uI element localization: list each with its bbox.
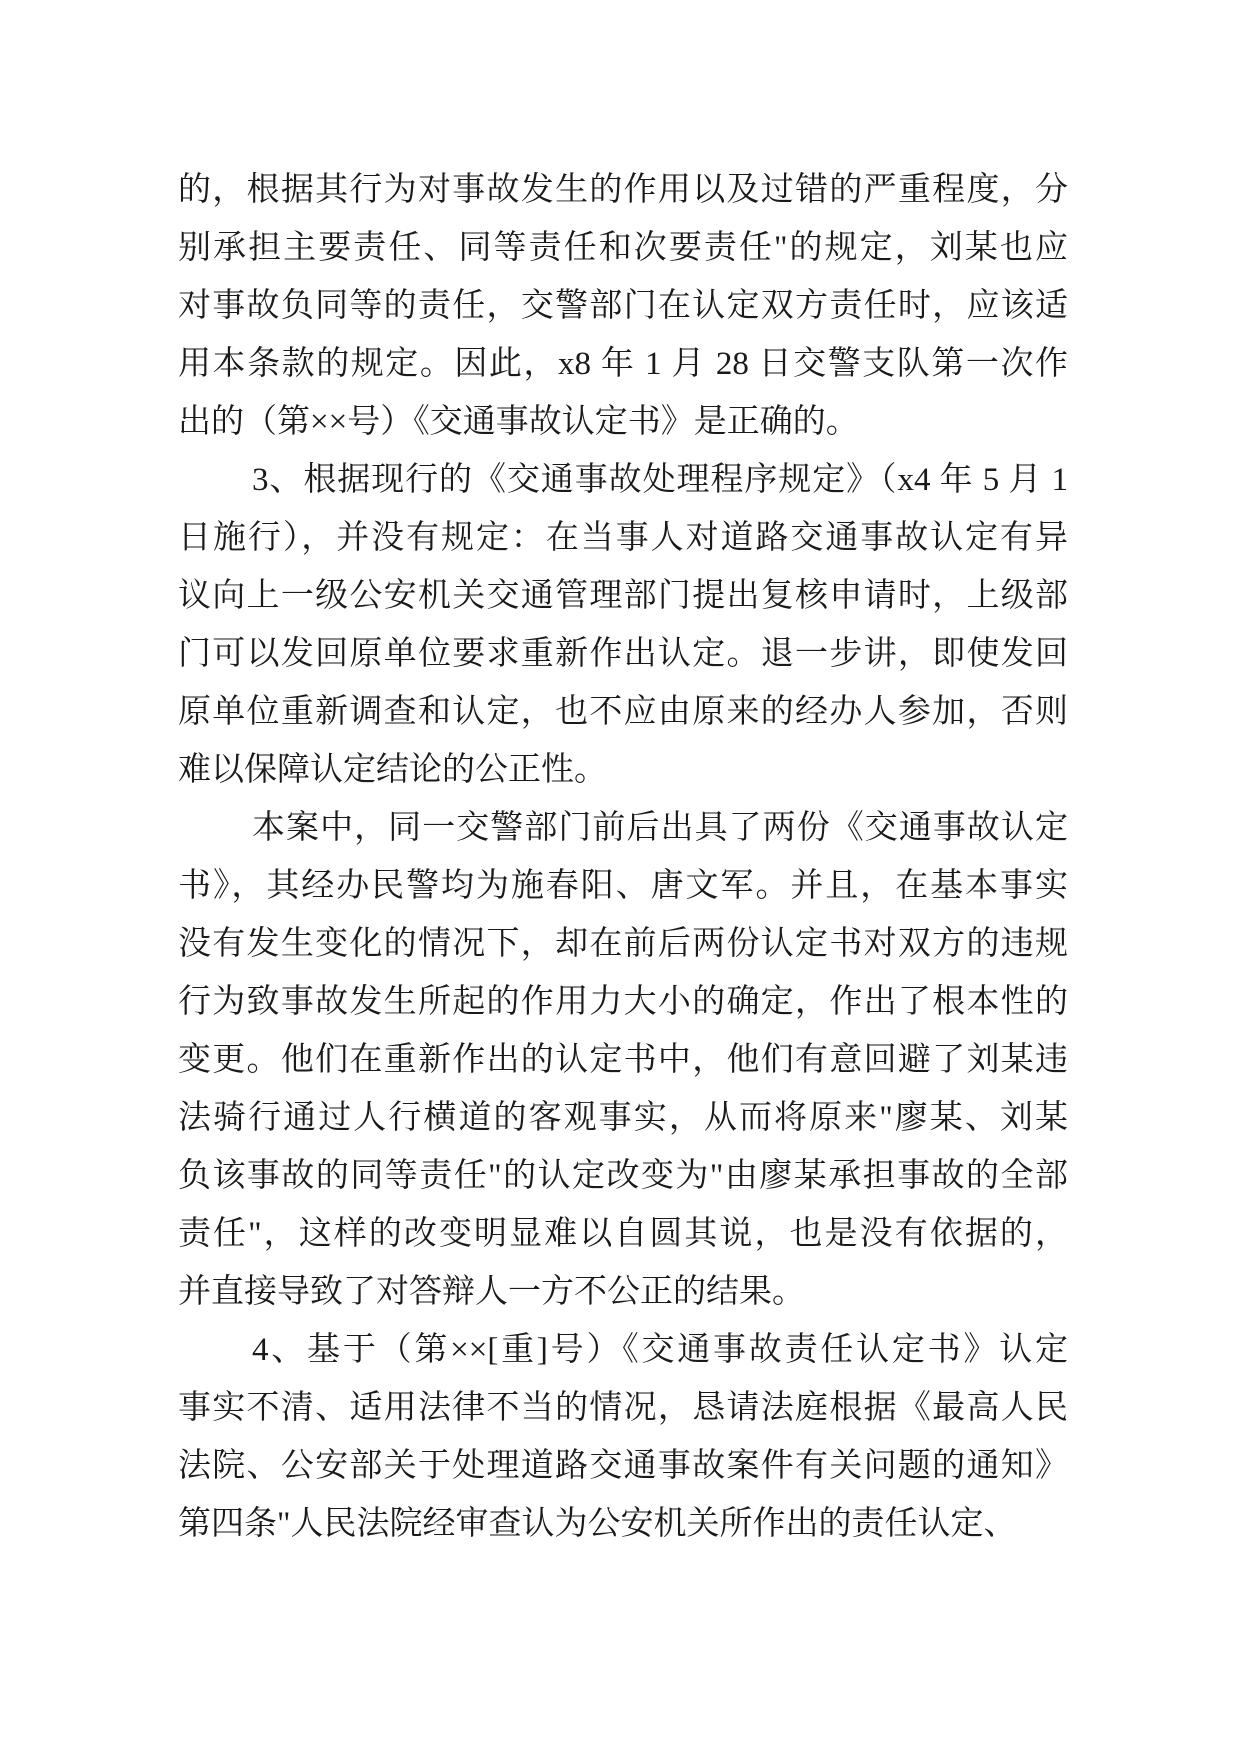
text-line: 议向上一级公安机关交通管理部门提出复核申请时，上级部: [178, 578, 1068, 614]
text-line: 出的（第××号）《交通事故认定书》是正确的。: [178, 404, 859, 440]
text-line: 原单位重新调查和认定，也不应由原来的经办人参加，否则: [178, 694, 1068, 730]
text-line: 事实不清、适用法律不当的情况，恳请法庭根据《最高人民: [178, 1390, 1068, 1426]
text-line: 门可以发回原单位要求重新作出认定。退一步讲，即使发回: [178, 636, 1068, 672]
text-line: 难以保障认定结论的公正性。: [178, 752, 607, 788]
paragraph: [178, 161, 1068, 451]
text-line: 3、根据现行的《交通事故处理程序规定》（x4 年 5 月 1: [252, 462, 1068, 498]
text-line: 没有发生变化的情况下，却在前后两份认定书对双方的违规: [178, 926, 1068, 962]
document-body: [178, 161, 1068, 1553]
text-line: 的，根据其行为对事故发生的作用以及过错的严重程度，分: [178, 172, 1068, 208]
text-line: 第四条"人民法院经审查认为公安机关所作出的责任认定、: [178, 1506, 1017, 1542]
paragraph: [178, 451, 1068, 799]
text-line: 行为致事故发生所起的作用力大小的确定，作出了根本性的: [178, 984, 1068, 1020]
paragraph: [178, 799, 1068, 1321]
text-line: 日施行），并没有规定：在当事人对道路交通事故认定有异: [178, 520, 1068, 556]
text-line: 并直接导致了对答辩人一方不公正的结果。: [178, 1274, 805, 1310]
text-line: 法院、公安部关于处理道路交通事故案件有关问题的通知》: [178, 1448, 1068, 1484]
text-line: 用本条款的规定。因此，x8 年 1 月 28 日交警支队第一次作: [178, 346, 1068, 382]
text-line: 责任"，这样的改变明显难以自圆其说，也是没有依据的，: [178, 1216, 1068, 1252]
text-line: 负该事故的同等责任"的认定改变为"由廖某承担事故的全部: [178, 1158, 1068, 1194]
text-line: 别承担主要责任、同等责任和次要责任"的规定，刘某也应: [178, 230, 1068, 266]
text-line: 4、基于（第××[重]号）《交通事故责任认定书》认定: [252, 1332, 1068, 1368]
text-line: 本案中，同一交警部门前后出具了两份《交通事故认定: [252, 810, 1068, 846]
text-line: 变更。他们在重新作出的认定书中，他们有意回避了刘某违: [178, 1042, 1068, 1078]
text-line: 法骑行通过人行横道的客观事实，从而将原来"廖某、刘某: [178, 1100, 1068, 1136]
paragraph: [178, 1321, 1068, 1553]
text-line: 对事故负同等的责任，交警部门在认定双方责任时，应该适: [178, 288, 1068, 324]
text-line: 书》，其经办民警均为施春阳、唐文军。并且，在基本事实: [178, 868, 1068, 904]
